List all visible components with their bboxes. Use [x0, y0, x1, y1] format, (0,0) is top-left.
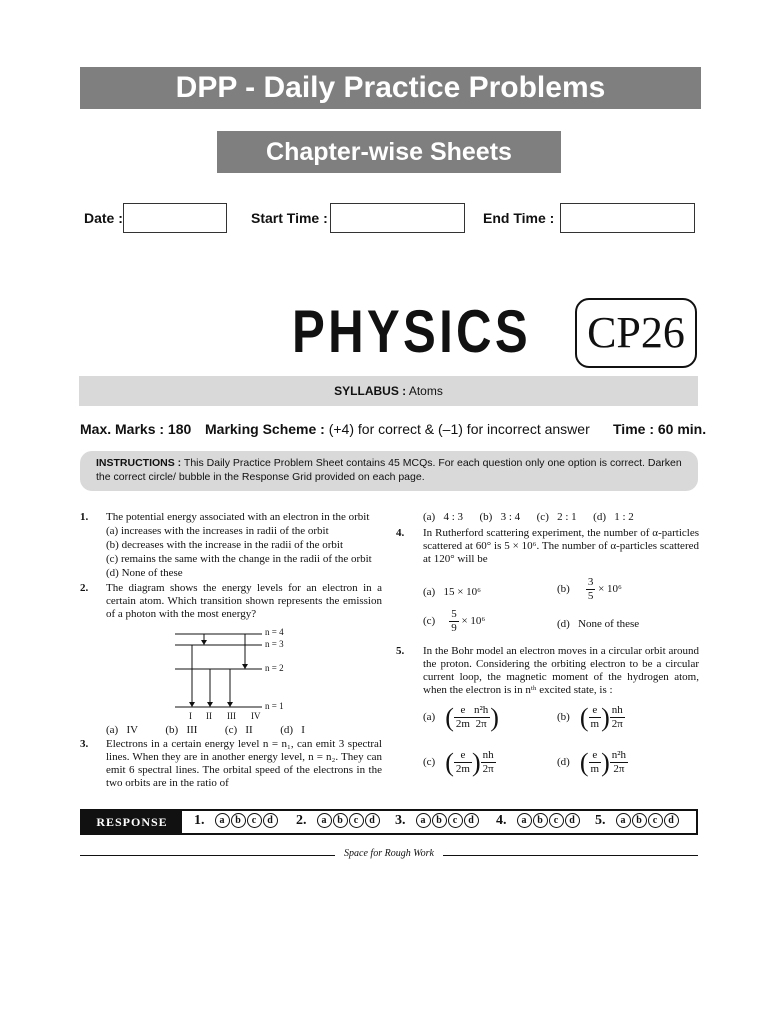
q5-option-d-label: (d) [557, 756, 570, 768]
end-time-label: End Time : [483, 210, 555, 226]
fraction-denominator: 9 [451, 622, 457, 634]
q3-number: 3. [80, 738, 89, 750]
date-field[interactable] [123, 203, 227, 233]
sheet-code-badge: CP26 [575, 298, 697, 368]
answer-bubble[interactable]: d [263, 813, 278, 828]
answer-bubble[interactable]: d [464, 813, 479, 828]
fraction [454, 749, 472, 776]
q4-text: In Rutherford scattering experiment, the number of α-particles scattered at 60° is 5 × 10⁶. The number of α-particles scattered at 120° will be [423, 527, 699, 565]
level-label-n1: n = 1 [265, 701, 284, 711]
fraction-numerator: nh [481, 749, 496, 763]
q5-option-d: (d) ( $\frac{e}{m}$ ) $\frac{\text{n²h}}{2\pi}$ [557, 748, 627, 777]
level-label-n4: n = 4 [265, 627, 284, 637]
transition-label-II: II [206, 711, 212, 721]
fraction-denominator: 2π [475, 718, 487, 730]
q5-option-b-label: (b) [557, 711, 570, 723]
fraction [472, 704, 490, 731]
q2-options: (a) IV (b) III (c) II (d) I [106, 724, 305, 736]
answer-bubble[interactable]: d [365, 813, 380, 828]
q1-text: The potential energy associated with an electron in the orbit [106, 511, 370, 523]
response-grid-number: 4. [496, 813, 507, 828]
fraction [589, 704, 602, 731]
syllabus-label: SYLLABUS : [334, 384, 407, 398]
instructions-box [80, 451, 698, 491]
rough-work-label: Space for Rough Work [344, 848, 434, 859]
q5-text: In the Bohr model an electron moves in a circular orbit around the proton. Considering the orbiting electron to be a circular current loop, the magnetic moment of the hydrogen atom, when the electron is in nᵗʰ excited state, is : [423, 645, 699, 696]
response-grid-number: 3. [395, 813, 406, 828]
fraction-numerator: e [589, 749, 602, 763]
fraction [481, 749, 496, 776]
fraction-denominator: m [590, 718, 600, 730]
q1-option-b: (b) decreases with the increase in the radii of the orbit [106, 539, 344, 551]
answer-bubble[interactable]: a [616, 813, 631, 828]
fraction-denominator: 2π [613, 763, 625, 775]
q5-option-a-label: (a) [423, 711, 436, 723]
answer-bubble[interactable]: b [333, 813, 348, 828]
instructions-label: INSTRUCTIONS : [96, 457, 182, 469]
fraction-denominator: 2π [611, 718, 623, 730]
answer-bubble[interactable]: a [416, 813, 431, 828]
fraction-denominator: 2π [482, 763, 494, 775]
date-label: Date : [84, 210, 123, 226]
response-grid-label: RESPONSE GRID [82, 811, 182, 833]
response-grid-question [296, 813, 381, 829]
page-title: DPP - Daily Practice Problems [80, 67, 701, 109]
q4-option-c-fraction [449, 608, 459, 635]
q4-option-b-power: × 10⁶ [595, 583, 622, 595]
q1-option-d: (d) None of these [106, 567, 183, 579]
response-grid-question [496, 813, 581, 829]
start-time-field[interactable] [330, 203, 465, 233]
answer-bubble[interactable]: b [533, 813, 548, 828]
answer-bubble[interactable]: b [432, 813, 447, 828]
fraction-numerator: 5 [451, 608, 457, 620]
q5-option-c: (c) ( $\frac{e}{2m}$ ) $\frac{nh}{2\pi}$ [423, 748, 494, 777]
response-grid-question [395, 813, 480, 829]
q1-option-c: (c) remains the same with the change in the radii of the orbit [106, 553, 372, 565]
q4-option-b-fraction [586, 576, 596, 603]
answer-bubble[interactable]: b [231, 813, 246, 828]
fraction [454, 704, 472, 731]
response-grid-number: 1. [194, 813, 205, 828]
marking-scheme-value: (+4) for correct & (–1) for incorrect answer [324, 421, 590, 437]
marking-scheme-label: Marking Scheme : [205, 421, 325, 437]
q4-option-c [423, 608, 485, 635]
q5-option-b: (b) ( $\frac{e}{m}$ ) $\frac{nh}{2\pi}$ [557, 703, 623, 732]
level-label-n3: n = 3 [265, 639, 284, 649]
end-time-field[interactable] [560, 203, 695, 233]
page-subtitle: Chapter-wise Sheets [217, 131, 561, 173]
q1-number: 1. [80, 511, 89, 523]
fraction-denominator: 2m [455, 718, 470, 730]
fraction-numerator: e [454, 749, 472, 763]
q2-text: The diagram shows the energy levels for an electron in a certain atom. Which transition shown represents the emission of a photon with the most energy? [106, 582, 382, 620]
instructions-text: This Daily Practice Problem Sheet contains 45 MCQs. For each question only one option is correct. Darken the correct circle/ bubble in the Response Grid provided on each page. [96, 457, 682, 483]
rough-work-divider [80, 847, 698, 863]
response-grid-question [194, 813, 279, 829]
transition-label-IV: IV [251, 711, 261, 721]
q5-option-c-label: (c) [423, 756, 436, 768]
response-grid-question [595, 813, 680, 829]
fraction-numerator: 3 [587, 576, 594, 588]
fraction-numerator: n²h [611, 749, 627, 761]
fraction [610, 749, 628, 776]
q4-option-c-label: (c) [423, 615, 436, 627]
q5-number: 5. [396, 645, 405, 657]
answer-bubble[interactable]: c [349, 813, 364, 828]
response-grid-number: 5. [595, 813, 606, 828]
q4-option-d: (d) None of these [557, 618, 640, 630]
level-label-n2: n = 2 [265, 663, 284, 673]
start-time-label: Start Time : [251, 210, 328, 226]
fraction-numerator: e [454, 704, 472, 718]
response-grid-number: 2. [296, 813, 307, 828]
answer-bubble[interactable]: c [648, 813, 663, 828]
fraction-numerator: nh [610, 704, 625, 718]
fraction-denominator: 5 [587, 590, 594, 602]
q4-option-b [557, 576, 622, 603]
q4-number: 4. [396, 527, 405, 539]
q5-option-a: (a) ( $\frac{e}{2m}$ $\frac{\text{n²h}}{2\pi}$ ) [423, 703, 499, 732]
marking-scheme [205, 421, 590, 437]
max-marks: Max. Marks : 180 [80, 421, 192, 437]
syllabus-bar [79, 376, 698, 406]
q1-option-a: (a) increases with the increases in radii of the orbit [106, 525, 329, 537]
q3-text: Electrons in a certain energy level n = n₁, can emit 3 spectral lines. When they are in another energy level, n = n₂. They can emit 6 spectral lines. The orbital speed of the electrons in the two orbits are in the ratio of [106, 738, 382, 789]
subject-heading: PHYSICS [292, 298, 531, 365]
answer-bubble[interactable]: a [517, 813, 532, 828]
answer-bubble[interactable]: c [448, 813, 463, 828]
fraction [610, 704, 625, 731]
fraction-denominator: 2m [455, 763, 470, 775]
fraction-numerator: e [589, 704, 602, 718]
q2-number: 2. [80, 582, 89, 594]
q4-option-b-label: (b) [557, 583, 570, 595]
fraction-numerator: n²h [473, 704, 489, 716]
answer-bubble[interactable]: d [664, 813, 679, 828]
answer-bubble[interactable]: d [565, 813, 580, 828]
transition-label-III: III [227, 711, 236, 721]
response-grid [80, 809, 698, 851]
answer-bubble[interactable]: c [549, 813, 564, 828]
transition-label-I: I [189, 711, 192, 721]
q4-option-c-power: × 10⁶ [458, 615, 486, 627]
fraction-denominator: m [590, 763, 600, 775]
answer-bubble[interactable]: c [247, 813, 262, 828]
answer-bubble[interactable]: a [317, 813, 332, 828]
answer-bubble[interactable]: a [215, 813, 230, 828]
syllabus-value: Atoms [406, 384, 443, 398]
time-limit: Time : 60 min. [613, 421, 707, 437]
q3-options: (a) 4 : 3 (b) 3 : 4 (c) 2 : 1 (d) 1 : 2 [423, 511, 634, 523]
q4-option-a: (a) 15 × 10⁶ [423, 586, 481, 598]
answer-bubble[interactable]: b [632, 813, 647, 828]
fraction [589, 749, 602, 776]
